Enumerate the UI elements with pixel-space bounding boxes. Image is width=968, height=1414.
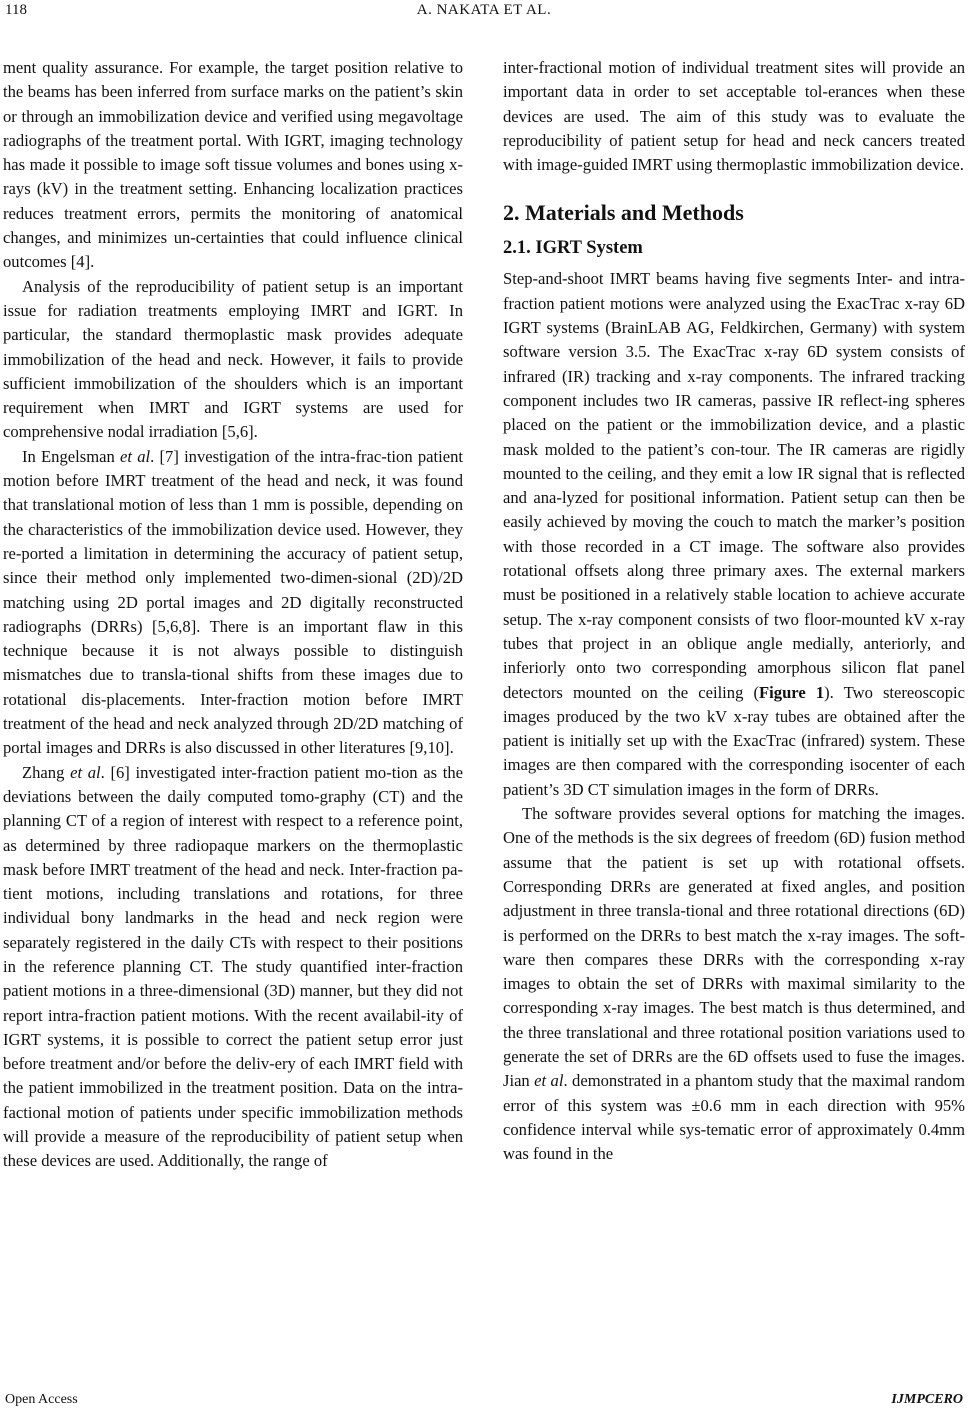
left-column	[3, 56, 463, 1174]
text-run: . demonstrated in a phantom study that the maximal random error of this system was ±0.6 mm in each direction with 95% confidence interval while sys-tematic error of approximately 0.4mm was found in the	[503, 1071, 965, 1164]
page-footer	[0, 1392, 968, 1412]
page-number: 118	[5, 2, 27, 18]
section-heading: 2. Materials and Methods	[503, 200, 744, 226]
text-run: . [6] investigated inter-fraction patient mo-tion as the deviations between the daily computed tomo-graphy (CT) and the planning CT of a region of interest with respect to a reference point, as determined by three radiopaque markers on the thermoplastic mask before IMRT treatment of the head and neck. Inter-fraction pa-tient motions, including translations and rotations, for three individual bony landmarks in the head and neck region were separately registered in the daily CTs with respect to their positions in the reference planning CT. The study quantified inter-fraction patient motions in a three-dimensional (3D) manner, but they did not report intra-fraction patient motions. With the recent availabil-ity of IGRT systems, it is possible to correct the patient setup error just before treatment and/or before the deliv-ery of each IMRT field with the patient immobilized in the treatment position. Data on the intra-factional motion of patients under specific immobilization methods will provide a measure of the reproducibility of patient setup when these devices are used. Additionally, the range of	[3, 762, 464, 1171]
text-run: Step-and-shoot IMRT beams having five segments Inter- and intra-fraction patient motions were analyzed using the ExacTrac x-ray 6D IGRT systems (BrainLAB AG, Feldkirchen, Germany) with system software version 3.5. The ExacTrac x-ray 6D system consists of infrared (IR) tracking and x-ray components. The infrared tracking component includes two IR cameras, passive IR reflect-ing spheres placed on the patient or the immobilization device, and a plastic mask molded to the patient’s con-tour. The IR cameras are rigidly mounted to the ceiling, and they emit a low IR signal that is reflected and ana-lyzed for positional information. Patient setup can then be easily achieved by moving the couch to match the marker’s position with those recorded in a CT image. The software also provides rotational offsets along three primary axes. The external markers must be positioned in a relatively stable location to achieve accurate setup. The x-ray component consists of two floor-mounted kV x-ray tubes that project in an oblique angle medially, anteriorly, and inferiorly onto two corresponding amorphous silicon flat panel detectors mounted on the ceiling (	[503, 269, 965, 702]
text-run: . [7] investigation of the intra-frac-tion patient motion before IMRT treatment of the head and neck, it was found that translational motion of less than 1 mm is possible, depending on the characteristics of the immobilization device used. However, they re-ported a limitation in determining the accuracy of patient setup, since their method only implemented two-dimen-sional (2D)/2D matching using 2D portal images and 2D digitally reconstructed radiographs (DRRs) [5,6,8]. There is an important flaw in this technique because it is not always possible to distinguish mismatches due to transla-tional shifts from these images due to rotational dis-placements. Inter-fraction motion before IMRT treatment of the head and neck analyzed through 2D/2D matching of portal images and DRRs is also discussed in other literatures [9,10].	[3, 446, 464, 758]
running-head: A. NAKATA ET AL.	[416, 2, 552, 18]
open-access-label: Open Access	[5, 1392, 78, 1407]
et-al-italic: et al	[70, 762, 101, 782]
journal-name: IJMPCERO	[891, 1392, 963, 1407]
text-run: The software provides several options for matching the images. One of the methods is the six degrees of freedom (6D) fusion method assume that the patient is set up with rotational offsets. Corresponding DRRs are generated at fixed angles, and position adjustment in three transla-tional and three rotational directions (6D) is performed on the DRRs to best match the x-ray images. The soft-ware then compares these DRRs with the corresponding x-ray images to obtain the set of DRRs with maximal similarity to the corresponding x-ray images. The best match is thus determined, and the three translational and three rotational position variations used to generate the set of DRRs are the 6D offsets used to fuse the images. Jian	[503, 804, 965, 1091]
et-al-italic: et al	[534, 1071, 564, 1091]
text-run: Zhang	[22, 762, 71, 782]
paragraph-igrt-system	[503, 267, 965, 802]
subsection-heading: 2.1. IGRT System	[503, 238, 643, 259]
paragraph-continued: ment quality assurance. For example, the target position relative to the beams has been inferred from surface marks on the patient’s skin or through an immobilization device and verified using megavoltage radiographs of the treatment portal. With IGRT, imaging technology has made it possible to image soft tissue volumes and bones using x-rays (kV) in the treatment setting. Enhancing localization practices reduces treatment errors, permits the monitoring of anatomical changes, and minimizes un-certainties that could influence clinical outcomes [4].	[3, 58, 463, 272]
paragraph-aim: inter-fractional motion of individual treatment sites will provide an important data in order to set acceptable tol-erances when these devices are used. The aim of this study was to evaluate the reproducibility of patient setup for head and neck cancers treated with image-guided IMRT using thermoplastic immobilization device.	[503, 58, 965, 175]
paragraph-reproducibility: Analysis of the reproducibility of patient setup is an important issue for radiation treatments employing IMRT and IGRT. In particular, the standard thermoplastic mask provides adequate immobilization of the head and neck. However, it fails to provide sufficient immobilization of the shoulders which is an important requirement when IMRT and IGRT systems are used for comprehensive nodal irradiation [5,6].	[3, 276, 463, 442]
paragraph-engelsman	[3, 445, 463, 761]
paragraph-matching	[503, 802, 965, 1166]
paragraph-zhang	[3, 761, 463, 1174]
text-run: In Engelsman	[22, 446, 121, 466]
right-column	[503, 56, 965, 1166]
figure-reference: Figure 1	[759, 682, 825, 702]
et-al-italic: et al	[120, 446, 151, 466]
text-run: ). Two stereoscopic images produced by the two kV x-ray tubes are obtained after the patient is initially set up with the ExacTrac (infrared) system. These images are then compared with the corresponding isocenter of each patient’s 3D CT simulation images in the form of DRRs.	[503, 682, 965, 799]
page-header	[0, 2, 968, 24]
